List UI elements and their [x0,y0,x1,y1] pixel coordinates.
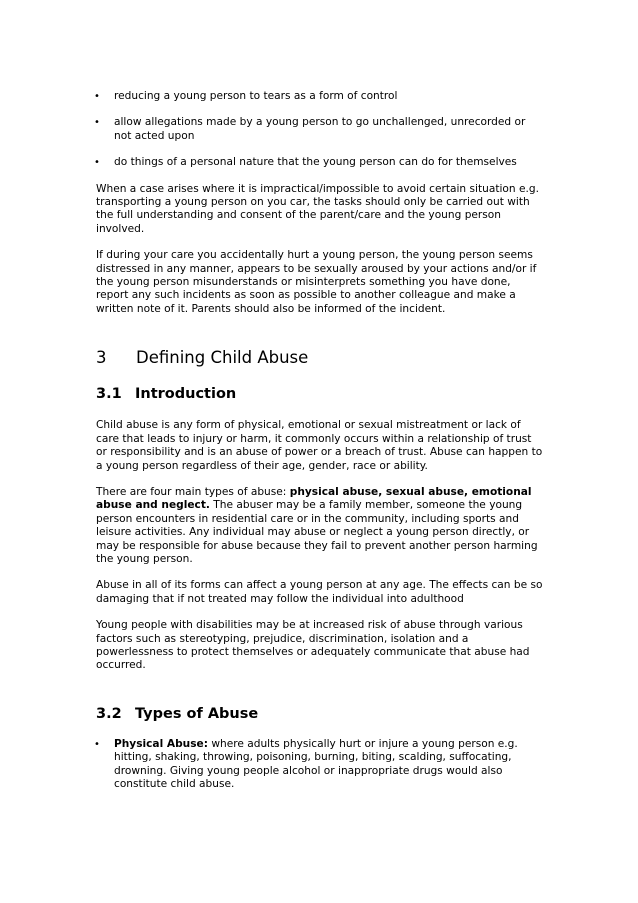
types-intro: There are four main types of abuse: [96,485,290,498]
subsection-heading-3-2 [96,706,544,722]
subsection-number: 3.1 [96,386,122,403]
paragraph-definition: Child abuse is any form of physical, emotional or sexual mistreatment or lack of care that leads to injury or harm, it commonly occurs within a relationship of trust or responsibility and is an abuse of power or a breach of trust. Abuse can happen to a young person regardless of their age, gender, race or ability. [96,419,543,472]
bullet-item-physical-abuse [96,738,544,792]
paragraph-impractical: When a case arises where it is impractical/impossible to avoid certain situation e.g. transporting a young person on you car, the tasks should only be carried out with the full understanding and consent of the parent/care and the young person involved. [96,182,539,235]
bullet-item-personal-nature [96,156,544,169]
bullet-glyph: • [94,738,100,750]
section-heading-3 [96,348,544,367]
bullet-text [114,738,544,792]
bullet-glyph: • [94,91,100,102]
physical-abuse-label: Physical Abuse: [114,737,208,750]
subsection-heading-3-1 [96,386,544,402]
section-title: Defining Child Abuse [136,348,309,368]
subsection-title: Introduction [135,386,237,403]
physical-abuse-text: where adults physically hurt or injure a young person e.g. hitting, shaking, throwing, poisoning, burning, biting, scalding, suffocating, drowning. Giving young people alcohol or inappropriate drugs would also constitute child abuse. [114,737,518,790]
bullet-item-tears [96,90,544,103]
section-number: 3 [96,348,107,368]
bullet-glyph: • [94,117,100,129]
types-list-bold: physical abuse, sexual abuse, emotional abuse and neglect. [96,485,532,512]
paragraph-types [96,486,544,566]
subsection-title: Types of Abuse [135,705,259,722]
bullet-item-allegations [96,116,544,143]
subsection-number: 3.2 [96,705,122,722]
paragraph-accident: If during your care you accidentally hurt a young person, the young person seems distressed in any manner, appears to be sexually aroused by your actions and/or if the young person misunderstands or misinterprets something you have done, report any such incidents as soon as possible to another colleague and make a written note of it. Parents should also be informed of the incident. [96,249,537,315]
paragraph-effects: Abuse in all of its forms can affect a young person at any age. The effects can be so damaging that if not treated may follow the individual into adulthood [96,579,543,605]
types-rest: The abuser may be a family member, someone the young person encounters in residential care or in the community, including sports and leisure activities. Any individual may abuse or neglect a young person directly, or may be responsible for abuse because they fail to prevent another person harming the young person. [96,499,538,565]
bullet-text: allow allegations made by a young person to go unchallenged, unrecorded or not acted upon [114,116,526,142]
bullet-text: reducing a young person to tears as a form of control [114,90,398,102]
bullet-text: do things of a personal nature that the young person can do for themselves [114,156,517,169]
document-page [96,90,544,804]
bullet-glyph: • [94,157,100,169]
paragraph-disabilities: Young people with disabilities may be at increased risk of abuse through various factors such as stereotyping, prejudice, discrimination, isolation and a powerlessness to protect themselves or adequately communicate that abuse had occurred. [96,619,530,672]
